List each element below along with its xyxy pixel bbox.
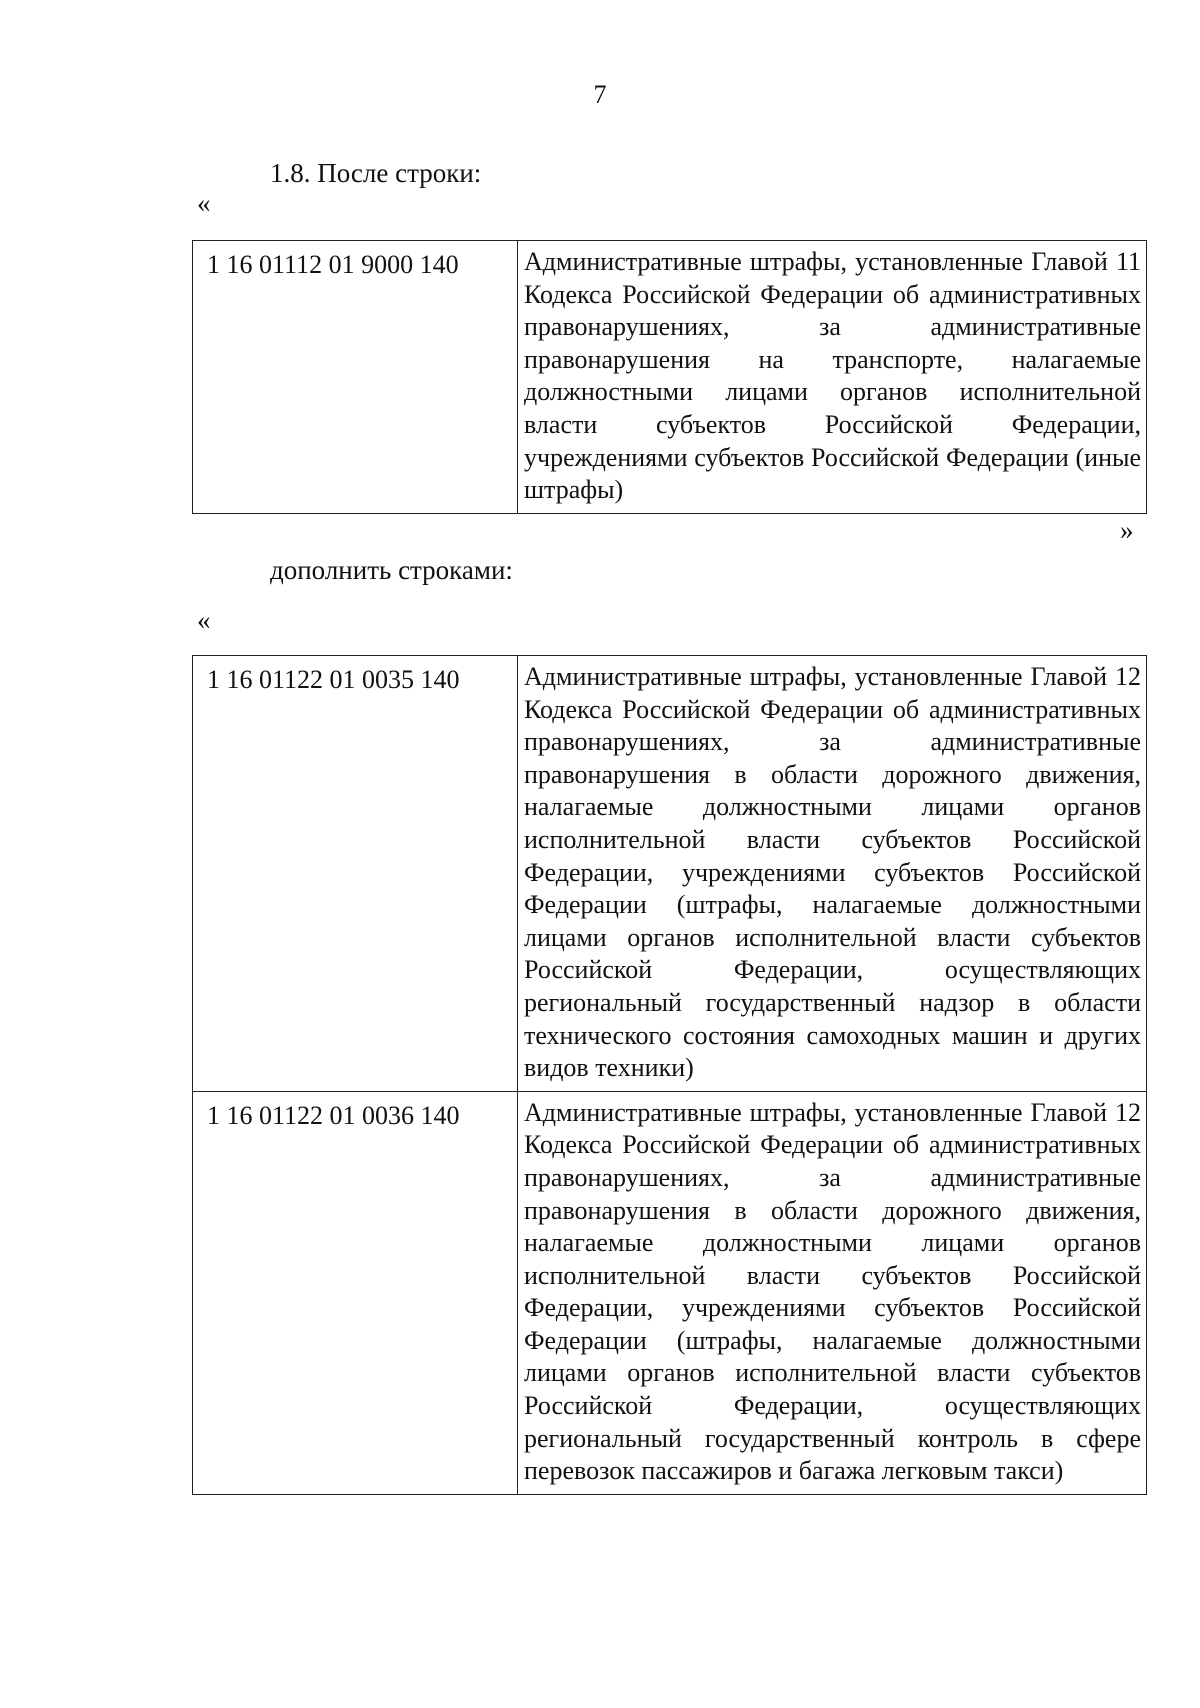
budget-description: Административные штрафы, установленные Главой 12 Кодекса Российской Федерации об административных правонарушениях, за административные правонарушения в области дорожного движения, налагаемые должностными лицами органов исполнительной власти субъектов Российской Федерации, учреждениями субъектов Российской Федерации (штрафы, налагаемые должностными лицами органов исполнительной власти субъектов Российской Федерации, осуществляющих региональный государственный надзор в области технического состояния самоходных машин и других видов техники)	[518, 656, 1147, 1092]
closing-quote-1: »	[1120, 515, 1134, 545]
table-row	[193, 656, 1147, 1092]
budget-description: Административные штрафы, установленные Главой 11 Кодекса Российской Федерации об административных правонарушениях, за административные правонарушения на транспорте, налагаемые должностными лицами органов исполнительной власти субъектов Российской Федерации, учреждениями субъектов Российской Федерации (иные штрафы)	[518, 241, 1147, 514]
budget-code: 1 16 01112 01 9000 140	[193, 241, 518, 514]
opening-quote-1: «	[197, 188, 211, 218]
supplement-text: дополнить строками:	[270, 555, 513, 585]
section-heading: 1.8. После строки:	[270, 158, 482, 188]
table-row	[193, 1091, 1147, 1494]
page-number: 7	[593, 80, 607, 109]
budget-code: 1 16 01122 01 0036 140	[193, 1091, 518, 1494]
budget-code: 1 16 01122 01 0035 140	[193, 656, 518, 1092]
new-rows-table	[192, 655, 1147, 1495]
table-row	[193, 241, 1147, 514]
budget-description: Административные штрафы, установленные Главой 12 Кодекса Российской Федерации об административных правонарушениях, за административные правонарушения в области дорожного движения, налагаемые должностными лицами органов исполнительной власти субъектов Российской Федерации, учреждениями субъектов Российской Федерации (штрафы, налагаемые должностными лицами органов исполнительной власти субъектов Российской Федерации, осуществляющих региональный государственный контроль в сфере перевозок пассажиров и багажа легковым такси)	[518, 1091, 1147, 1494]
opening-quote-2: «	[197, 605, 211, 635]
after-line-table	[192, 240, 1147, 514]
